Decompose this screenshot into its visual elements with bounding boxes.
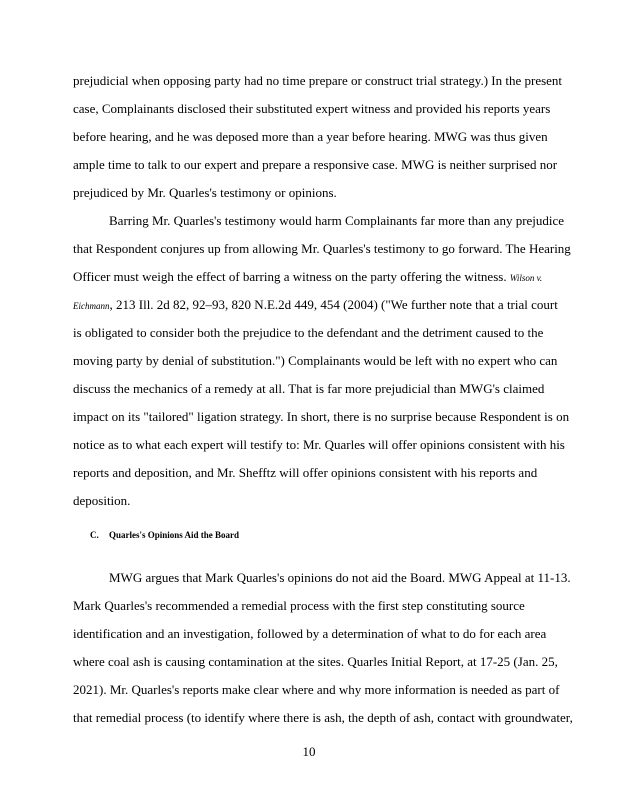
paragraph-quarles-opinions: [73, 564, 573, 732]
paragraph-continuation: [73, 67, 573, 207]
text-line: prejudiced by Mr. Quarles's testimony or opinions.: [73, 185, 337, 200]
text-line: ample time to talk to our expert and prepare a responsive case. MWG is neither surprised nor: [73, 157, 558, 172]
text-line: notice as to what each expert will testify to: Mr. Quarles will offer opinions consistent with his: [73, 437, 565, 452]
text-line: [73, 263, 573, 291]
page-number: 10: [302, 744, 316, 759]
text-line: where coal ash is causing contamination at the sites. Quarles Initial Report, at 17-25 (Jan. 25,: [73, 654, 558, 669]
text-line: that Respondent conjures up from allowing Mr. Quarles's testimony to go forward. The Hearing: [73, 241, 571, 256]
section-letter: C.: [90, 530, 99, 540]
text-line: [73, 291, 573, 319]
text-line: is obligated to consider both the prejudice to the defendant and the detriment caused to the: [73, 325, 544, 340]
text-line: discuss the mechanics of a remedy at all. That is far more prejudicial than MWG's claimed: [73, 381, 545, 396]
text-line: MWG argues that Mark Quarles's opinions do not aid the Board. MWG Appeal at 11-13.: [109, 570, 571, 585]
text-segment: Officer must weigh the effect of barring a witness on the party offering the witness.: [73, 269, 510, 284]
text-line: prejudicial when opposing party had no time prepare or construct trial strategy.) In the present: [73, 73, 563, 88]
text-line: case, Complainants disclosed their substituted expert witness and provided his reports years: [73, 101, 551, 116]
text-line: impact on its "tailored" ligation strategy. In short, there is no surprise because Respondent is on: [73, 409, 570, 424]
text-line: before hearing, and he was deposed more than a year before hearing. MWG was thus given: [73, 129, 548, 144]
text-line: moving party by denial of substitution.") Complainants would be left with no expert who can: [73, 353, 558, 368]
section-title: Quarles's Opinions Aid the Board: [109, 530, 240, 540]
case-citation: Eichmann: [73, 301, 110, 311]
text-line: deposition.: [73, 493, 131, 508]
text-line: that remedial process (to identify where there is ash, the depth of ash, contact with groundwater,: [73, 710, 573, 725]
text-line: reports and deposition, and Mr. Shefftz will offer opinions consistent with his reports and: [73, 465, 538, 480]
text-line: Barring Mr. Quarles's testimony would harm Complainants far more than any prejudice: [109, 213, 565, 228]
text-segment: , 213 Ill. 2d 82, 92–93, 820 N.E.2d 449, 454 (2004) ("We further note that a trial court: [109, 297, 558, 312]
text-line: Mark Quarles's recommended a remedial process with the first step constituting source: [73, 598, 525, 613]
text-line: identification and an investigation, followed by a determination of what to do for each area: [73, 626, 547, 641]
section-heading: [90, 530, 239, 540]
text-line: 2021). Mr. Quarles's reports make clear where and why more information is needed as part of: [73, 682, 560, 697]
paragraph-barring-testimony: [73, 207, 573, 515]
case-citation: Wilson v.: [509, 273, 543, 283]
